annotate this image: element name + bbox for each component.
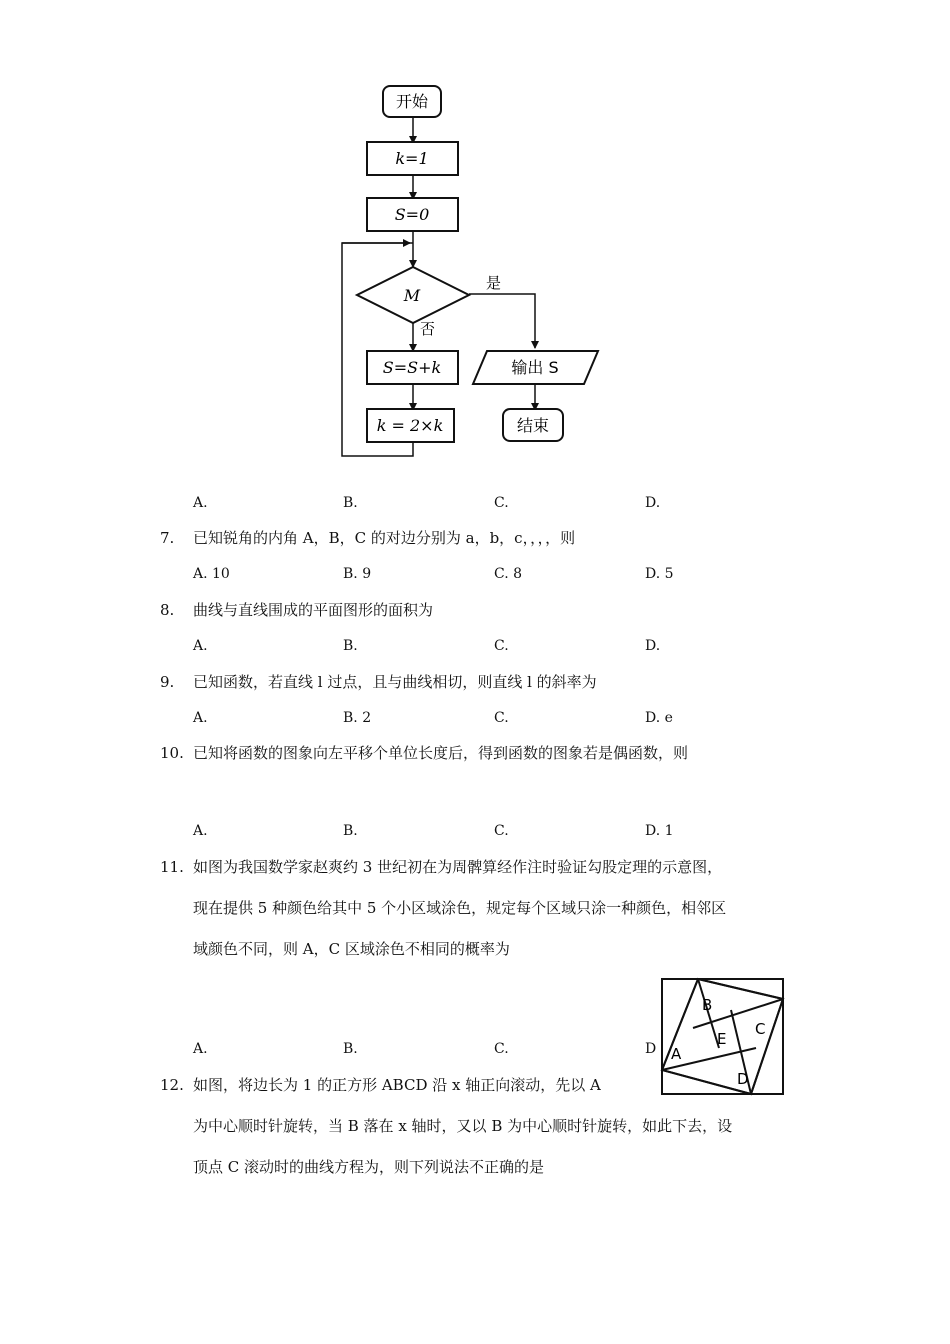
q7-text: 已知锐角的内角 A，B，C 的对边分别为 a，b，c，，，，则 (193, 529, 576, 547)
flowchart (330, 80, 620, 470)
q12-number: 12. (160, 1076, 184, 1094)
q12-line2: 为中心顺时针旋转，当 B 落在 x 轴时，又以 B 为中心顺时针旋转，如此下去，设 (193, 1117, 733, 1135)
q10-option-a: A. (193, 823, 208, 839)
no-label: 否 (420, 320, 436, 338)
q7-option-b: B. 9 (343, 566, 372, 582)
q6-option-b: B. (343, 495, 358, 511)
q10-option-b: B. (343, 823, 358, 839)
figure-label-d: D (737, 1070, 749, 1088)
q11-number: 11. (160, 858, 184, 876)
q7-number: 7. (160, 529, 175, 547)
q10-option-d: D. 1 (645, 823, 674, 839)
q11-option-c: C. (494, 1041, 509, 1057)
q8-text: 曲线与直线围成的平面图形的面积为 (193, 601, 434, 619)
output-text: 输出 S (511, 358, 559, 377)
q11-option-d: D (645, 1041, 657, 1057)
q8-option-d: D. (645, 638, 661, 654)
q7-option-d: D. 5 (645, 566, 674, 582)
figure-label-b: B (702, 996, 713, 1014)
q6-option-a: A. (193, 495, 208, 511)
q11-line3: 域颜色不同，则 A，C 区域涂色不相同的概率为 (193, 940, 510, 958)
q10-text: 已知将函数的图象向左平移个单位长度后，得到函数的图象若是偶函数，则 (193, 744, 689, 762)
q11-line2: 现在提供 5 种颜色给其中 5 个小区域涂色，规定每个区域只涂一种颜色，相邻区 (193, 899, 727, 917)
figure-label-a: A (671, 1045, 682, 1063)
q12-line3: 顶点 C 滚动时的曲线方程为，则下列说法不正确的是 (193, 1158, 545, 1176)
q8-number: 8. (160, 601, 175, 619)
s-update-text: S=S+k (382, 358, 442, 377)
start-text: 开始 (395, 92, 429, 111)
q9-option-c: C. (494, 710, 509, 726)
figure-label-c: C (755, 1020, 766, 1038)
q6-option-c: C. (494, 495, 509, 511)
q9-number: 9. (160, 673, 175, 691)
figure-label-e: E (717, 1030, 727, 1048)
q11-line1: 如图为我国数学家赵爽约 3 世纪初在为周髀算经作注时验证勾股定理的示意图， (193, 858, 723, 876)
q9-option-d: D. e (645, 710, 673, 726)
q8-option-c: C. (494, 638, 509, 654)
q11-option-a: A. (193, 1041, 208, 1057)
end-text: 结束 (516, 416, 550, 435)
q10-option-c: C. (494, 823, 509, 839)
q11-option-b: B. (343, 1041, 358, 1057)
condition-text: M (403, 286, 421, 305)
q9-text: 已知函数，若直线 l 过点，且与曲线相切，则直线 l 的斜率为 (193, 673, 597, 691)
yes-label: 是 (486, 274, 502, 292)
q8-option-b: B. (343, 638, 358, 654)
q7-option-a: A. 10 (193, 566, 230, 582)
k-init-text: k=1 (395, 149, 429, 168)
q12-line1: 如图，将边长为 1 的正方形 ABCD 沿 x 轴正向滚动，先以 A (193, 1076, 601, 1094)
k-update-text: k = 2×k (376, 416, 444, 435)
q6-option-d: D. (645, 495, 661, 511)
zhao-shuang-figure (659, 976, 786, 1098)
q8-option-a: A. (193, 638, 208, 654)
q10-number: 10. (160, 744, 184, 762)
q9-option-b: B. 2 (343, 710, 372, 726)
q9-option-a: A. (193, 710, 208, 726)
s-init-text: S=0 (394, 205, 430, 224)
q7-option-c: C. 8 (494, 566, 523, 582)
